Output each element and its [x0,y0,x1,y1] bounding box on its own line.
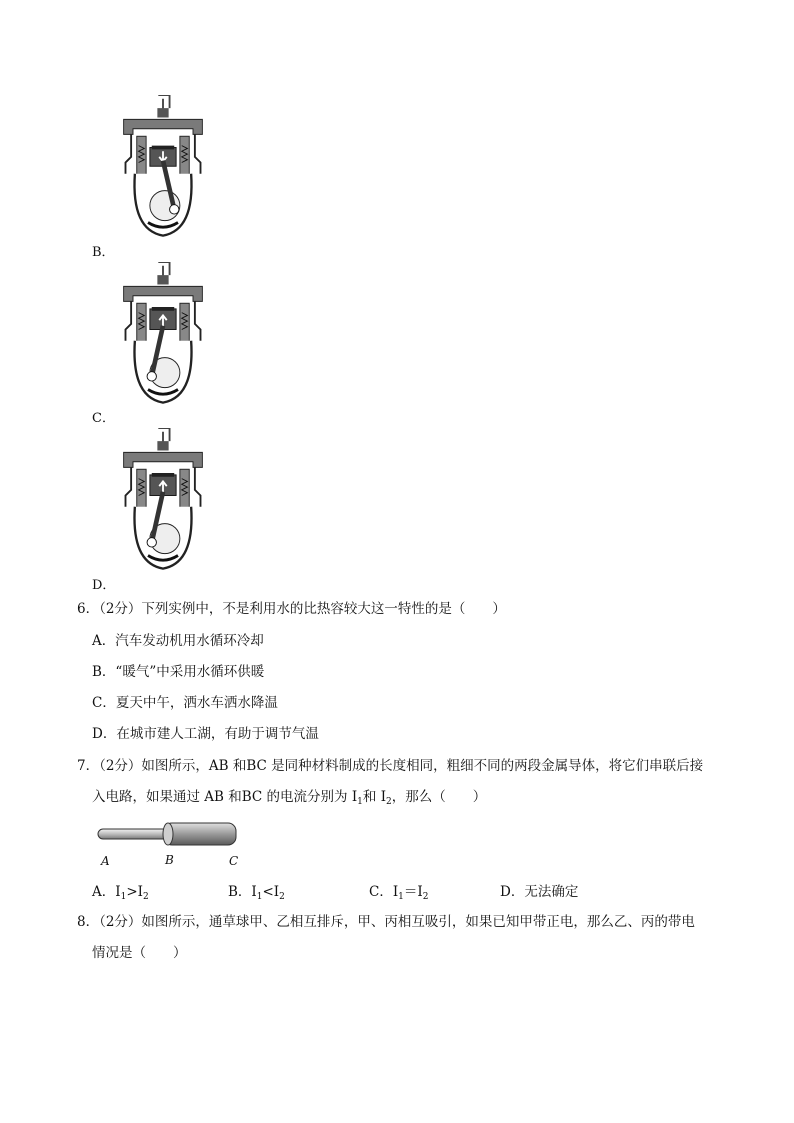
fig-label-a: A [101,854,110,868]
q6-option-a[interactable]: A．汽车发动机用水循环冷却 [92,633,264,649]
q8-stem-line1: 8．（2分）如图所示，通草球甲、乙相互排斥，甲、丙相互吸引，如果已知甲带正电，那么乙、丙的带电 [77,914,695,930]
q7-option-d[interactable]: D．无法确定 [500,884,579,900]
engine-figure-c [113,262,213,412]
q7-stem-line1: 7．（2分）如图所示，AB 和BC 是同种材料制成的长度相同，粗细不同的两段金属导体，将它们串联后接 [77,758,704,774]
engine-figure-b [113,95,213,245]
conductor-ab [98,829,170,839]
q6-stem: 6．（2分）下列实例中，不是利用水的比热容较大这一特性的是（ ） [77,601,506,617]
q6-option-b[interactable]: B．“暖气”中采用水循环供暖 [92,664,265,680]
q7-stem-line2: 入电路，如果通过 AB 和BC 的电流分别为 $I_1$和 $I_2$，那么（ ） [92,789,487,807]
q7-option-c[interactable]: C．$I_1=I_2$ [369,884,429,902]
engine-figure-d [113,428,213,578]
q6-option-d[interactable]: D．在城市建人工湖，有助于调节气温 [92,726,319,742]
fig-label-c: C [229,854,239,868]
q5-option-d-label[interactable]: D． [92,578,116,593]
q7-option-b[interactable]: B．$I_1<I_2$ [228,884,285,902]
q6-option-c[interactable]: C．夏天中午，洒水车洒水降温 [92,695,278,711]
engine-cycle-icon [124,262,203,403]
q8-stem-line2: 情况是（ ） [92,945,187,961]
q5-option-c-label[interactable]: C． [92,411,115,426]
q5-option-b-label[interactable]: B． [92,245,115,260]
q7-option-a[interactable]: A．$I_1>I_2$ [92,884,149,902]
conductor-bc [164,823,236,845]
engine-cycle-icon [124,428,203,569]
engine-cycle-icon [124,95,203,236]
fig-label-b: B [165,853,174,867]
